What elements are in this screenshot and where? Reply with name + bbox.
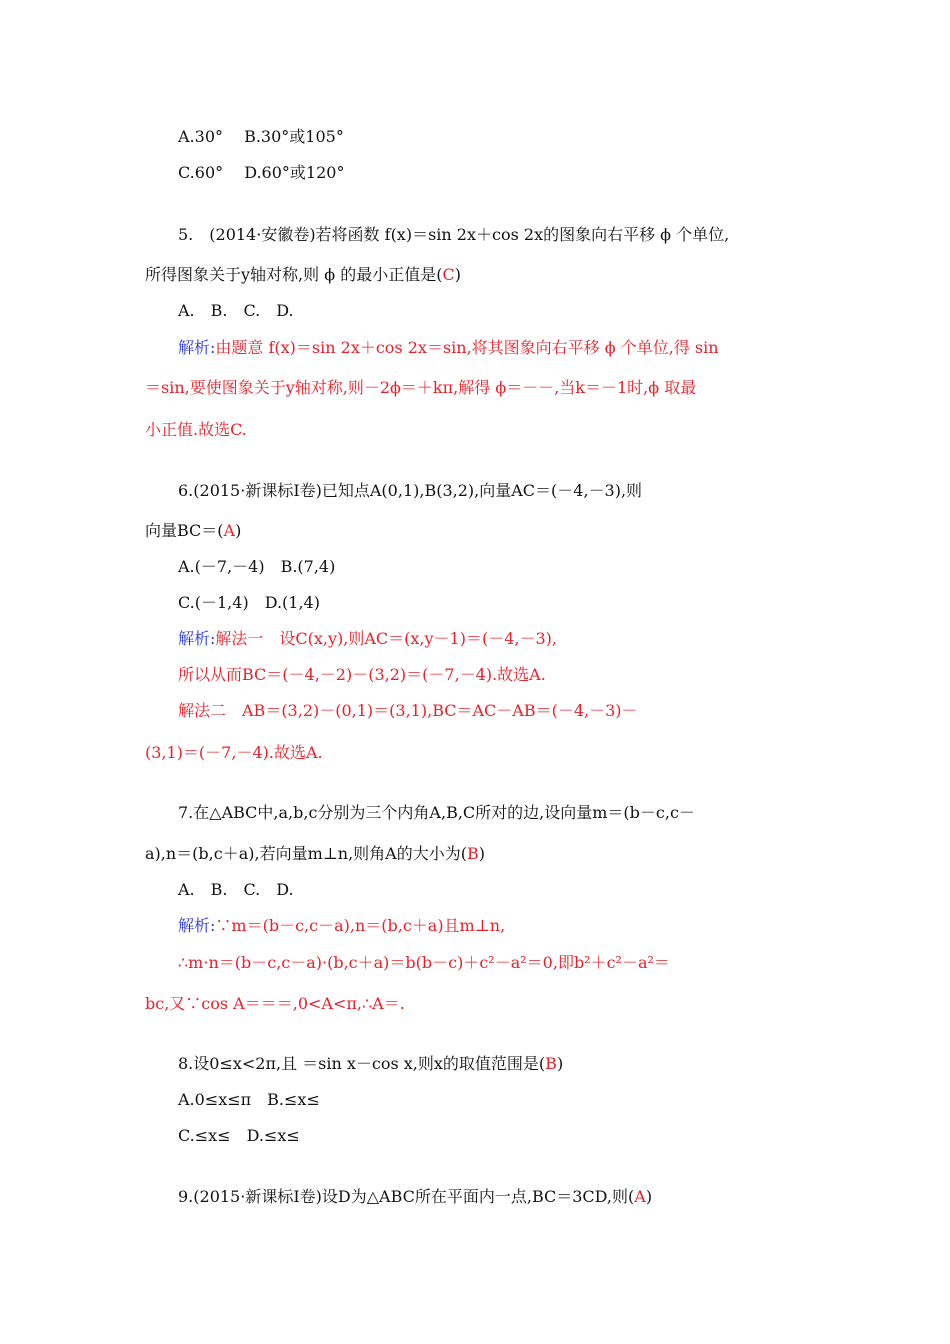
q5-stem-line1 (178, 224, 729, 246)
q9-stem (178, 1186, 652, 1208)
q6-analysis-line1 (178, 628, 557, 650)
answer-text: ＝sin,要使图象关于y轴对称,则－2ϕ＝＋kπ,解得 ϕ＝－－,当k＝－1时,ϕ 取最 (145, 378, 697, 397)
q7-analysis-line1 (178, 915, 505, 937)
q7-stem-line2 (145, 843, 485, 865)
text-segment: 8.设0≤x<2π,且 ＝sin x－cos x,则x的取值范围是( (178, 1054, 546, 1073)
text-segment: 5. (2014·安徽卷)若将函数 f(x)＝sin 2x＋cos 2x的图象向右平移 ϕ 个单位, (178, 225, 730, 244)
q5-analysis-line2 (145, 377, 696, 399)
answer-text: 所以从而BC＝(－4,－2)－(3,2)＝(－7,－4).故选A. (178, 665, 546, 684)
analysis-label: 解析: (178, 629, 216, 648)
text-segment: C.≤x≤ D.≤x≤ (178, 1126, 300, 1145)
q6-options-ab (178, 556, 335, 578)
q6-stem-line1 (178, 480, 642, 502)
answer-text: 小正值.故选C. (145, 420, 247, 439)
q6-analysis-line2 (178, 664, 546, 686)
q8-stem (178, 1053, 563, 1075)
text-segment: 7.在△ABC中,a,b,c分别为三个内角A,B,C所对的边,设向量m＝(b－c,c－ (178, 803, 695, 822)
q7-analysis-line3 (145, 993, 405, 1015)
answer-text: (3,1)＝(－7,－4).故选A. (145, 743, 323, 762)
answer-text: B (466, 844, 479, 863)
answer-text: B (545, 1054, 557, 1073)
text-segment: ) (556, 1054, 564, 1073)
text-segment: ) (235, 521, 242, 540)
q5-analysis-line1 (178, 337, 719, 359)
q5-stem-line2 (145, 264, 461, 286)
text-segment: A.0≤x≤π B.≤x≤ (178, 1090, 320, 1109)
q4-options-ab (178, 126, 344, 148)
answer-text: ∴m·n＝(b－c,c－a)·(b,c＋a)＝b(b－c)＋c²－a²＝0,即b²＋c²－a²＝ (178, 953, 670, 972)
text-segment: C.(－1,4) D.(1,4) (178, 593, 320, 612)
q8-options-ab (178, 1089, 320, 1111)
q7-stem-line1 (178, 802, 695, 824)
text-segment: 所得图象关于y轴对称,则 ϕ 的最小正值是( (145, 265, 443, 284)
q5-analysis-line3 (145, 419, 247, 441)
q4-options-cd (178, 162, 344, 184)
answer-text: A (223, 521, 236, 540)
answer-text: bc,又∵cos A＝＝＝,0<A<π,∴A＝. (145, 994, 405, 1013)
text-segment: 6.(2015·新课标Ⅰ卷)已知点A(0,1),B(3,2),向量AC＝(－4,－3),则 (178, 481, 643, 500)
answer-text: 解法二 AB＝(3,2)－(0,1)＝(3,1),BC＝AC－AB＝(－4,－3)－ (178, 701, 638, 720)
text-segment: ) (454, 265, 461, 284)
answer-text: C (442, 265, 455, 284)
analysis-label: 解析: (178, 338, 216, 357)
answer-text: ∵m＝(b－c,c－a),n＝(b,c＋a)且m⊥n, (215, 916, 506, 935)
text-segment: 向量BC＝( (145, 521, 224, 540)
answer-text: 解法一 设C(x,y),则AC＝(x,y－1)＝(－4,－3), (215, 629, 557, 648)
q6-analysis-line4 (145, 742, 323, 764)
q7-options (178, 879, 294, 901)
text-segment: ) (645, 1187, 653, 1206)
text-segment: 9.(2015·新课标Ⅰ卷)设D为△ABC所在平面内一点,BC＝3CD,则( (178, 1187, 635, 1206)
text-segment: A. B. C. D. (178, 301, 294, 320)
q6-analysis-line3 (178, 700, 638, 722)
q6-stem-line2 (145, 520, 241, 542)
q8-options-cd (178, 1125, 300, 1147)
text-segment: A.30° B.30°或105° (178, 127, 344, 146)
answer-text: A (634, 1187, 646, 1206)
q7-analysis-line2 (178, 952, 670, 974)
text-segment: A.(－7,－4) B.(7,4) (178, 557, 336, 576)
q6-options-cd (178, 592, 320, 614)
text-segment: C.60° D.60°或120° (178, 163, 345, 182)
q5-options (178, 300, 294, 322)
text-segment: a),n＝(b,c＋a),若向量m⊥n,则角A的大小为( (145, 844, 467, 863)
text-segment: ) (478, 844, 485, 863)
text-segment: A. B. C. D. (178, 880, 294, 899)
answer-text: 由题意 f(x)＝sin 2x＋cos 2x＝sin,将其图象向右平移 ϕ 个单位,得 sin (215, 338, 719, 357)
analysis-label: 解析: (178, 916, 216, 935)
